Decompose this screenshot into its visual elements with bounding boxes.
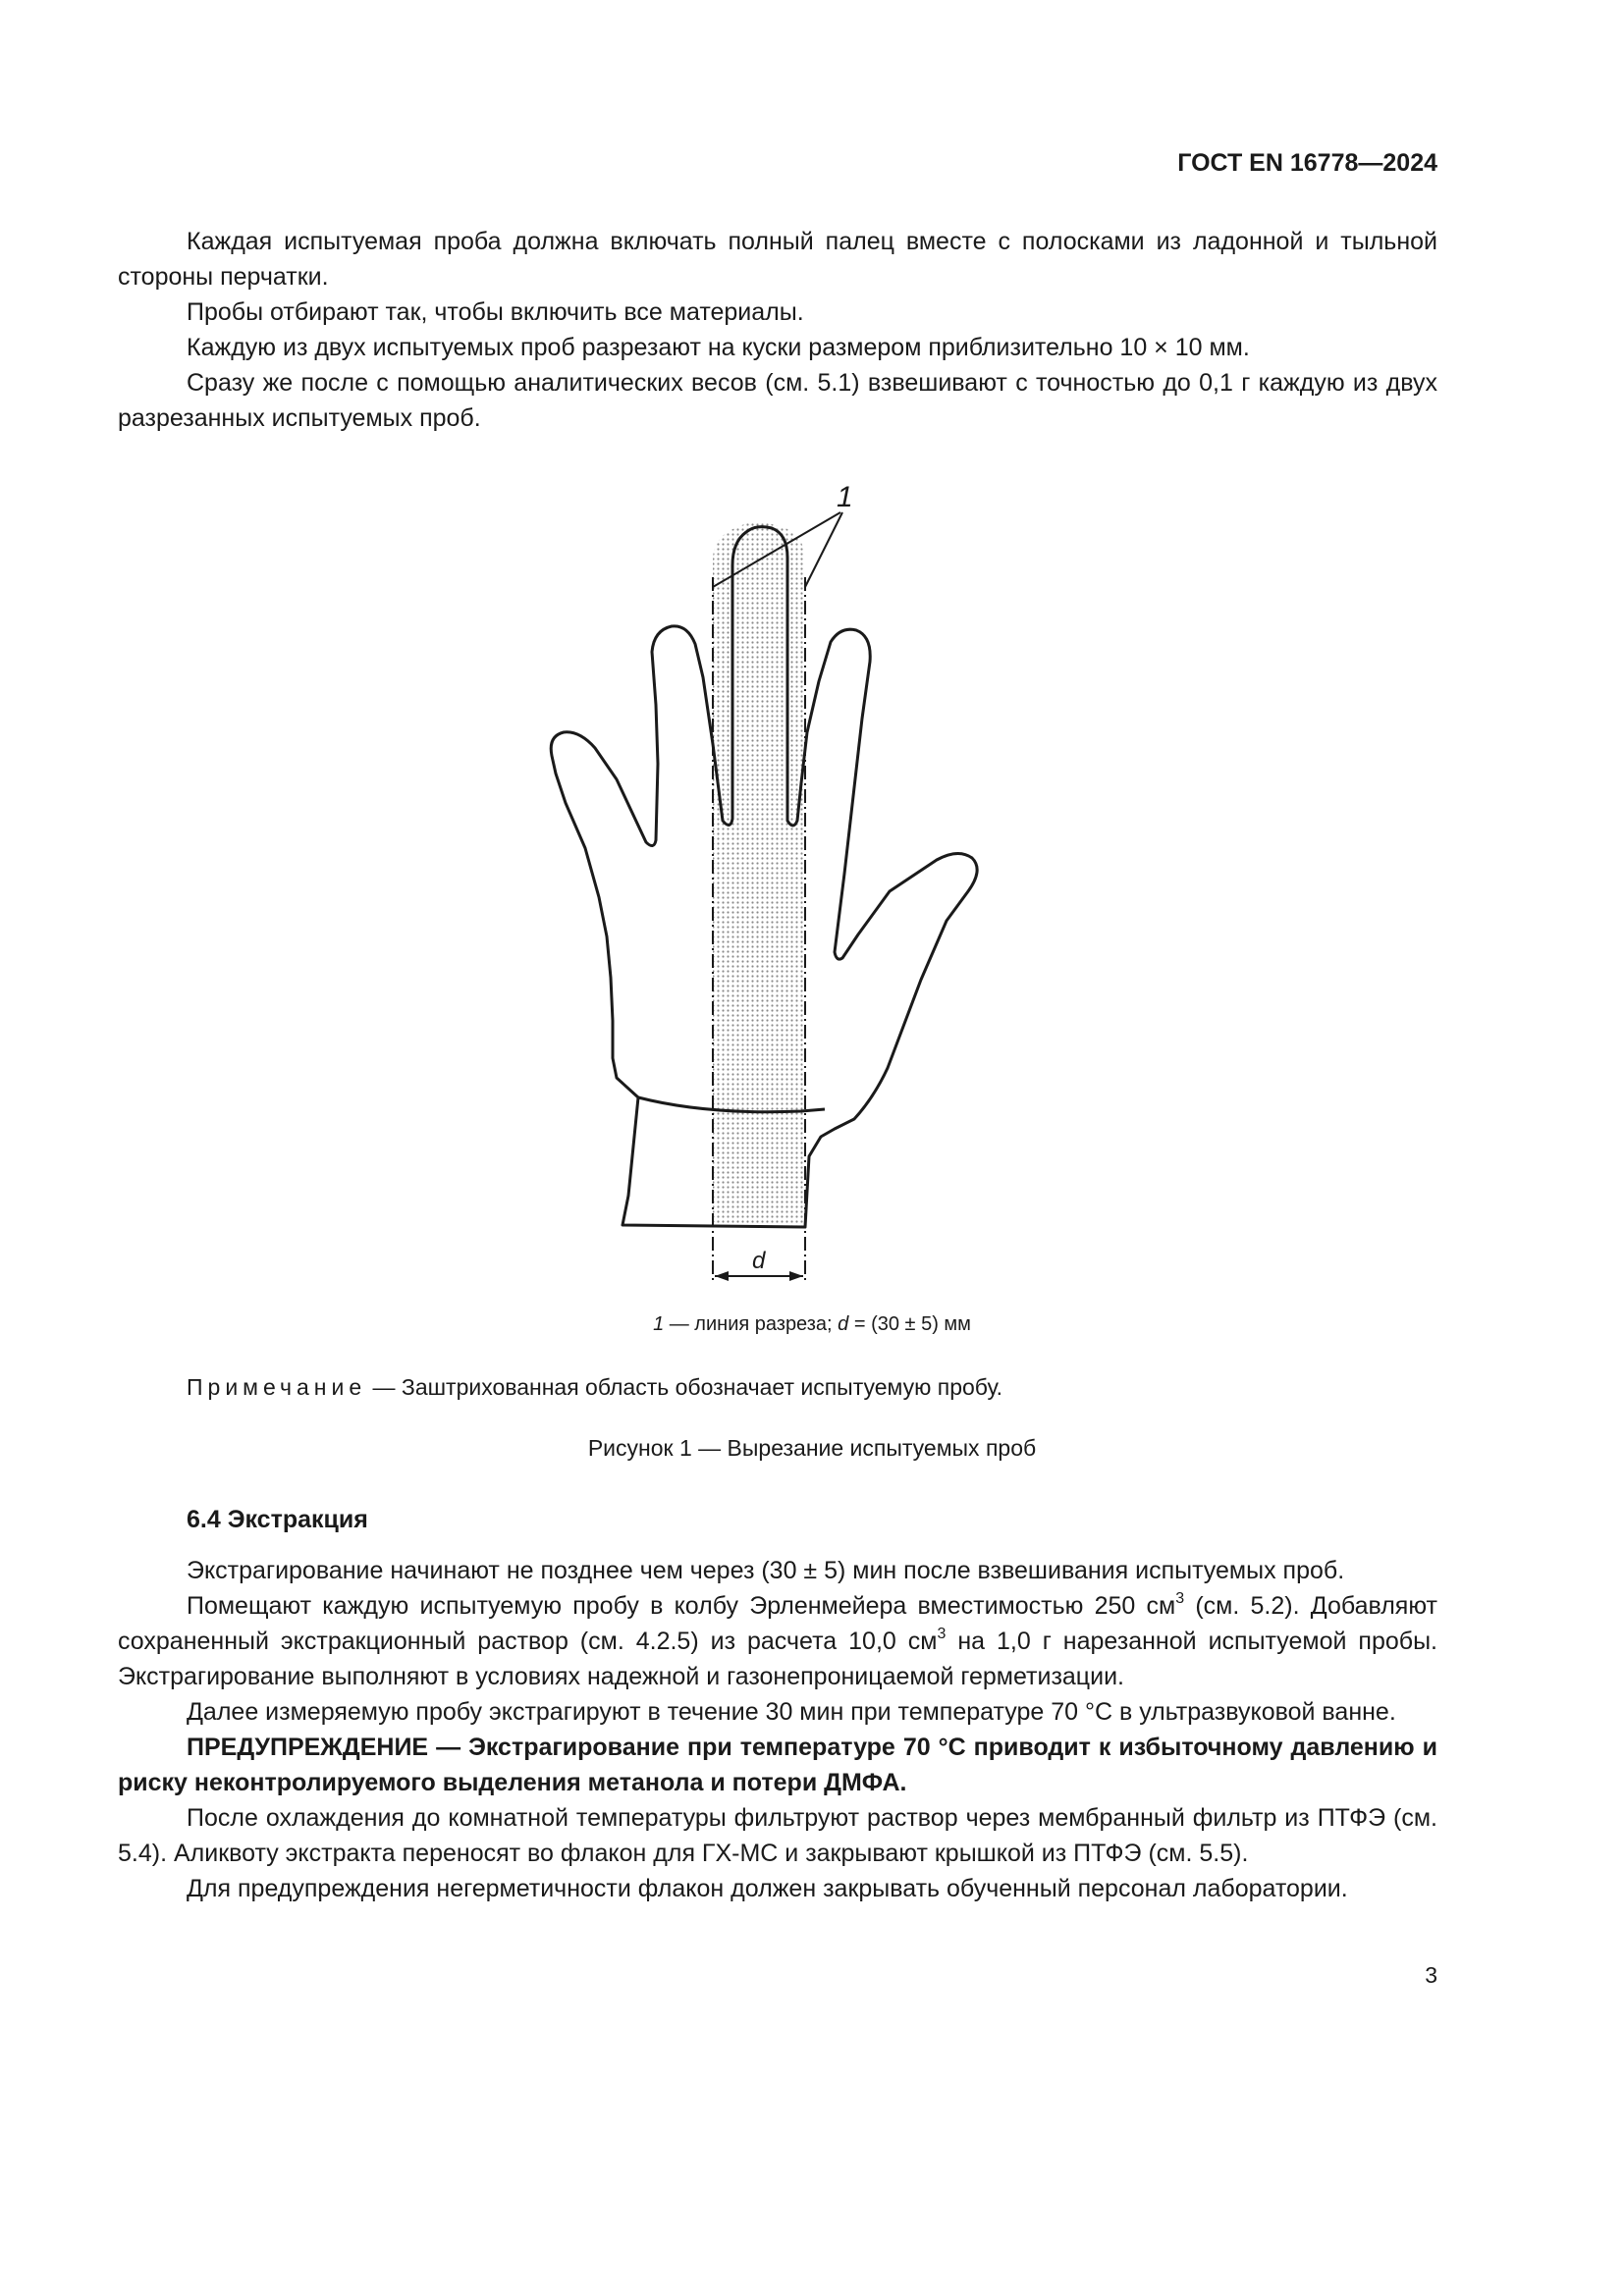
intro-paragraph-4: Сразу же после с помощью аналитических весов (см. 5.1) взвешивают с точностью до 0,1 г каждую из двух разрезанных испытуемых проб. <box>118 369 1437 432</box>
section-paragraph-5: Для предупреждения негерметичности флакон должен закрывать обученный персонал лаборатории. <box>187 1875 1348 1902</box>
document-header: ГОСТ EN 16778—2024 <box>1177 149 1437 177</box>
intro-paragraph-1: Каждая испытуемая проба должна включать полный палец вместе с полосками из ладонной и тыльной стороны перчатки. <box>118 228 1437 291</box>
section-paragraph-2: Помещают каждую испытуемую пробу в колбу Эрленмейера вместимостью 250 $см^3$ (см. 5.2). Добавляют сохраненный экстракционный раствор (см. 4.2.5) из расчета 10,0 $см^3$ на 1,0 г нарезанной испытуемой пробы. Экстрагирование выполняют в условиях надежной и газонепроницаемой герметизации. <box>118 1589 1437 1690</box>
figure-note <box>187 1374 1002 1401</box>
section-paragraph-4: После охлаждения до комнатной температуры фильтруют раствор через мембранный фильтр из ПТФЭ (см. 5.4). Аликвоту экстракта переносят во флакон для ГХ-МС и закрывают крышкой из ПТФЭ (см. 5.5). <box>118 1804 1437 1867</box>
note-label: Примечание <box>187 1374 367 1400</box>
legend-key-1: 1 <box>653 1313 665 1335</box>
legend-key-d: d <box>838 1313 849 1335</box>
note-text: — Заштрихованная область обозначает испытуемую пробу. <box>366 1374 1003 1400</box>
figure-legend <box>0 1313 1624 1336</box>
legend-text-1: — линия разреза; <box>664 1313 839 1335</box>
warning-paragraph: ПРЕДУПРЕЖДЕНИЕ — Экстрагирование при температуре 70 °С приводит к избыточному давлению и риску неконтролируемого выделения метанола и потери ДМФА. <box>118 1734 1437 1796</box>
legend-text-2: = (30 ± 5) мм <box>848 1313 971 1335</box>
leader-line-right <box>805 512 842 587</box>
intro-paragraph-3: Каждую из двух испытуемых проб разрезают на куски размером приблизительно 10 × 10 мм. <box>187 334 1250 361</box>
label-d: d <box>752 1248 766 1274</box>
page-number: 3 <box>1425 1962 1437 1988</box>
specimen-strip <box>713 522 805 1227</box>
dimension-arrow-left <box>715 1271 729 1281</box>
label-1: 1 <box>837 481 853 513</box>
dimension-arrow-right <box>789 1271 803 1281</box>
section-title: 6.4 Экстракция <box>187 1506 368 1533</box>
section-6-4 <box>118 1502 1437 1995</box>
intro-paragraph-2: Пробы отбирают так, чтобы включить все материалы. <box>187 298 804 326</box>
section-paragraph-3: Далее измеряемую пробу экстрагируют в течение 30 мин при температуре 70 °С в ультразвуковой ванне. <box>187 1698 1396 1726</box>
figure-glove-diagram <box>530 469 1041 1308</box>
section-paragraph-1: Экстрагирование начинают не позднее чем через (30 ± 5) мин после взвешивания испытуемых проб. <box>187 1557 1345 1584</box>
glove-drawing <box>530 469 1041 1304</box>
intro-text <box>118 224 1437 436</box>
figure-caption: Рисунок 1 — Вырезание испытуемых проб <box>587 1435 1037 1461</box>
